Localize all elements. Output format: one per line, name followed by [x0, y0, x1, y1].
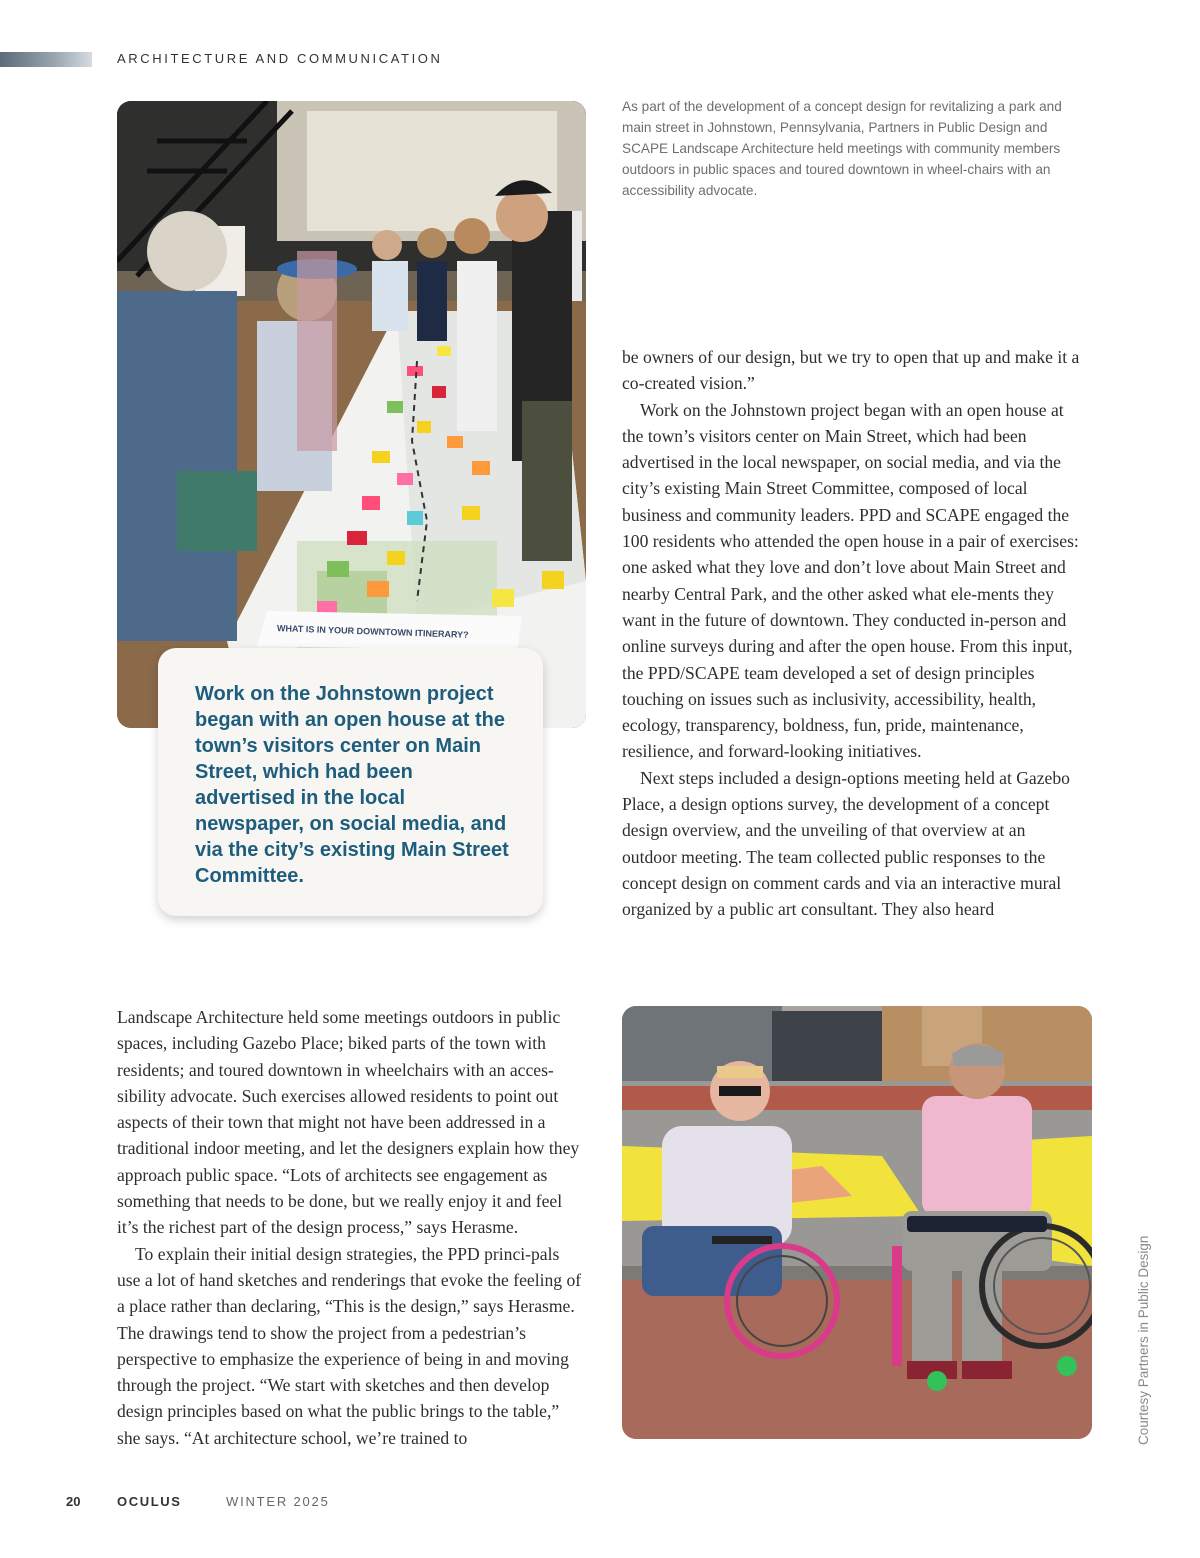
- section-label: ARCHITECTURE AND COMMUNICATION: [117, 51, 443, 66]
- photo-wheelchair-tour: [622, 1006, 1092, 1439]
- photo-credit: Courtesy Partners in Public Design: [1136, 1235, 1151, 1445]
- header-accent-bar: [0, 52, 92, 67]
- body-paragraph: Work on the Johnstown project began with an open house at the town’s visitors center on Main Street, which had been advertised in the local newspaper, on social media, and via the city’s existing Main Street Committee, composed of local business and community leaders. PPD and SCAPE engaged the 100 residents who attended the open house in a pair of exercises: one asked what they love and don’t love about Main Street and nearby Central Park, and the other asked what ele-ments they want in the future of downtown. They conducted in-person and online surveys during and after the open house. From this input, the PPD/SCAPE team developed a set of design principles touching on issues such as inclusivity, accessibility, health, ecology, transparency, boldness, fun, pride, maintenance, resilience, and forward-looking initiatives.: [622, 399, 1079, 762]
- left-column: [117, 1004, 587, 1451]
- photo-community-workshop: [117, 101, 586, 728]
- body-paragraph: Next steps included a design-options meeting held at Gazebo Place, a design options survey, the development of a concept design overview, and the unveiling of that overview at an outdoor meeting. The team collected public responses to the concept design on comment cards and via an interactive mural organized by a public art consultant. They also heard: [622, 767, 1070, 920]
- issue-date: WINTER 2025: [226, 1494, 330, 1509]
- body-paragraph: To explain their initial design strategies, the PPD princi-pals use a lot of hand sketches and renderings that evoke the feeling of a place rather than declaring, “This is the design,” says Herasme. The drawings tend to show the project from a pedestrian’s perspective to emphasize the experience of being in and moving through the project. “We start with sketches and then develop design principles based on what the public brings to the table,” she says. “At architecture school, we’re trained to: [117, 1243, 582, 1448]
- publication-name: OCULUS: [117, 1494, 182, 1509]
- sign-text: WHAT IS IN YOUR DOWNTOWN ITINERARY?: [276, 623, 469, 640]
- pull-quote-box: [158, 648, 543, 916]
- pull-quote-text: Work on the Johnstown project began with an open house at the town’s visitors center on Main Street, which had been advertised in the local newspaper, on social media, and via the city’s existing Main Street Committee.: [195, 683, 509, 887]
- photo-caption: As part of the development of a concept design for revitalizing a park and main street in Johnstown, Pennsylvania, Partners in Public Design and SCAPE Landscape Architecture held meetings with community members outdoors in public spaces and toured downtown in wheel-chairs with an accessibility advocate.: [622, 99, 1062, 198]
- right-column: [622, 344, 1084, 923]
- body-paragraph: Landscape Architecture held some meetings outdoors in public spaces, including Gazebo Place; biked parts of the town with residents; and toured downtown in wheelchairs with an acces-sibility advocate. Such exercises allowed residents to point out aspects of their town that might not have been addressed in a traditional indoor meeting, and let the designers explain how they approach public space. “Lots of architects see engagement as something that needs to be done, but we really enjoy it and feel it’s the richest part of the design process,” says Herasme.: [117, 1007, 580, 1238]
- body-paragraph: be owners of our design, but we try to open that up and make it a co-created vision.”: [622, 347, 1080, 394]
- page-number: 20: [66, 1494, 81, 1509]
